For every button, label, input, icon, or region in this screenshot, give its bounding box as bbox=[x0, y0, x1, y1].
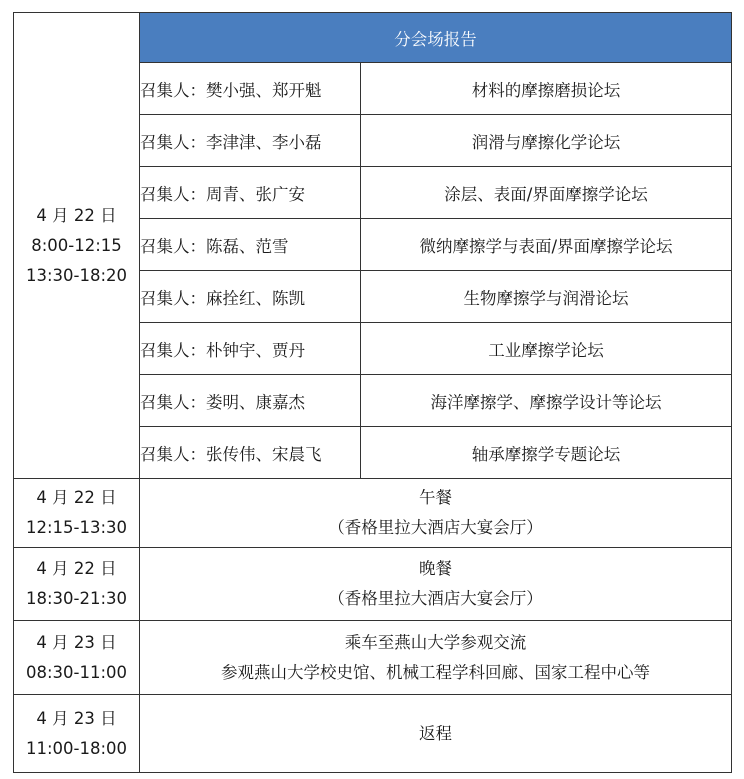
event-row bbox=[14, 548, 732, 621]
session-date-cell bbox=[14, 13, 140, 479]
event-time: 12:15-13:30 bbox=[25, 518, 128, 537]
convener-cell bbox=[140, 63, 361, 115]
convener-prefix: 召集人： bbox=[140, 236, 206, 256]
convener-prefix: 召集人： bbox=[140, 288, 206, 308]
event-detail: 参观燕山大学校史馆、机械工程学科回廊、国家工程中心等 bbox=[221, 662, 650, 682]
forum-name: 微纳摩擦学与表面/界面摩擦学论坛 bbox=[361, 219, 732, 271]
convener-prefix: 召集人： bbox=[140, 444, 206, 464]
event-date-cell bbox=[14, 479, 140, 548]
event-description bbox=[140, 548, 732, 621]
forum-name: 轴承摩擦学专题论坛 bbox=[361, 427, 732, 479]
event-date-cell bbox=[14, 621, 140, 695]
forum-name: 生物摩擦学与润滑论坛 bbox=[361, 271, 732, 323]
session-date: 4 月 22 日 bbox=[36, 205, 117, 225]
event-date: 4 月 22 日 bbox=[36, 488, 117, 507]
event-date-cell bbox=[14, 548, 140, 621]
event-title: 晚餐 bbox=[419, 559, 452, 578]
convener-names: 陈磊、范雪 bbox=[206, 236, 289, 256]
event-title: 午餐 bbox=[419, 488, 452, 507]
session-time-morning: 8:00-12:15 bbox=[31, 235, 122, 255]
convener-names: 张传伟、宋晨飞 bbox=[206, 444, 322, 464]
session-header: 分会场报告 bbox=[140, 13, 732, 63]
convener-names: 周青、张广安 bbox=[206, 184, 305, 204]
convener-cell bbox=[140, 427, 361, 479]
forum-name: 工业摩擦学论坛 bbox=[361, 323, 732, 375]
event-date-cell bbox=[14, 695, 140, 773]
event-title: 返程 bbox=[419, 723, 452, 743]
event-description bbox=[140, 479, 732, 548]
convener-prefix: 召集人： bbox=[140, 340, 206, 360]
event-time: 18:30-21:30 bbox=[25, 589, 128, 608]
forum-name: 材料的摩擦磨损论坛 bbox=[361, 63, 732, 115]
convener-prefix: 召集人： bbox=[140, 80, 206, 100]
event-row bbox=[14, 621, 732, 695]
convener-names: 樊小强、郑开魁 bbox=[206, 80, 322, 100]
forum-name: 涂层、表面/界面摩擦学论坛 bbox=[361, 167, 732, 219]
convener-prefix: 召集人： bbox=[140, 184, 206, 204]
event-description bbox=[140, 695, 732, 773]
session-time-afternoon: 13:30-18:20 bbox=[25, 265, 128, 285]
event-description bbox=[140, 621, 732, 695]
event-detail: （香格里拉大酒店大宴会厅） bbox=[328, 589, 543, 608]
convener-cell bbox=[140, 323, 361, 375]
event-date: 4 月 23 日 bbox=[36, 632, 117, 652]
event-title: 乘车至燕山大学参观交流 bbox=[344, 632, 527, 652]
convener-names: 朴钟宇、贾丹 bbox=[206, 340, 305, 360]
convener-names: 麻拴红、陈凯 bbox=[206, 288, 305, 308]
convener-names: 娄明、康嘉杰 bbox=[206, 392, 305, 412]
convener-prefix: 召集人： bbox=[140, 132, 206, 152]
convener-cell bbox=[140, 115, 361, 167]
schedule-table bbox=[13, 12, 732, 773]
event-row bbox=[14, 479, 732, 548]
event-row bbox=[14, 695, 732, 773]
event-date: 4 月 23 日 bbox=[36, 708, 117, 728]
event-time: 08:30-11:00 bbox=[25, 662, 128, 682]
event-time: 11:00-18:00 bbox=[25, 738, 128, 758]
event-date: 4 月 22 日 bbox=[36, 559, 117, 578]
forum-name: 海洋摩擦学、摩擦学设计等论坛 bbox=[361, 375, 732, 427]
convener-cell bbox=[140, 375, 361, 427]
convener-cell bbox=[140, 167, 361, 219]
event-detail: （香格里拉大酒店大宴会厅） bbox=[328, 518, 543, 537]
convener-names: 李津津、李小磊 bbox=[206, 132, 322, 152]
forum-name: 润滑与摩擦化学论坛 bbox=[361, 115, 732, 167]
convener-cell bbox=[140, 271, 361, 323]
session-header-row bbox=[14, 13, 732, 63]
convener-prefix: 召集人： bbox=[140, 392, 206, 412]
convener-cell bbox=[140, 219, 361, 271]
